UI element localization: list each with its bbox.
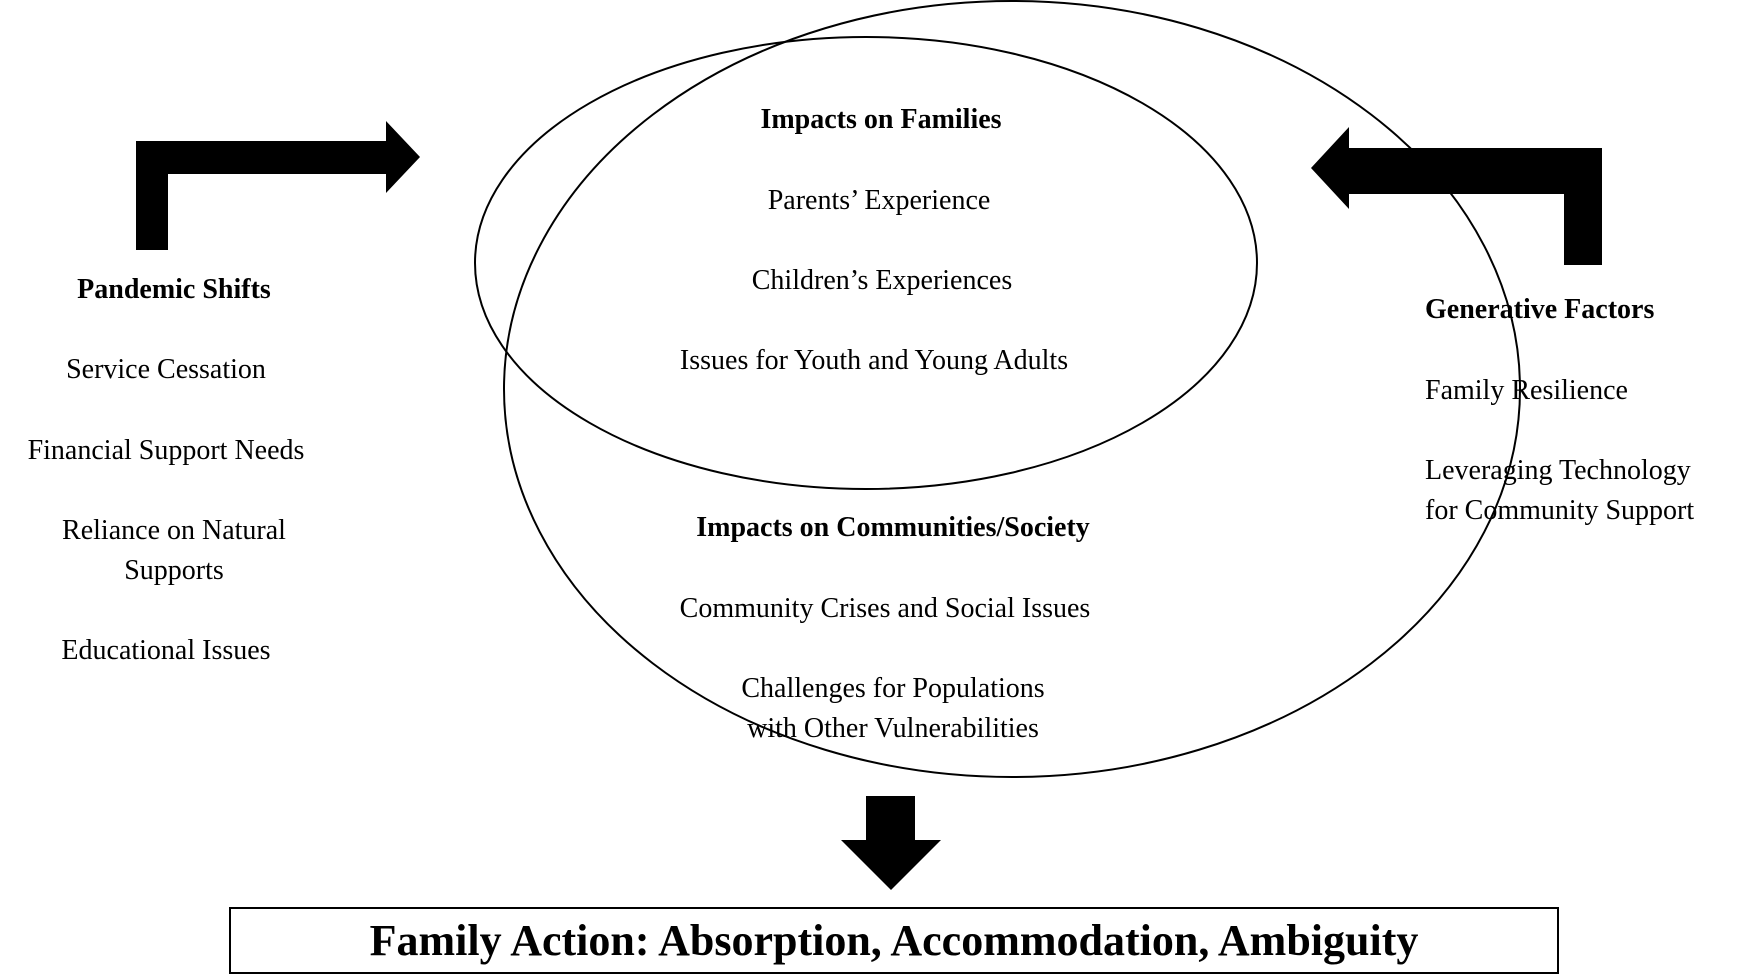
generative-factor-item: Family Resilience xyxy=(1425,375,1628,406)
family-impact-item: Issues for Youth and Young Adults xyxy=(679,345,1069,376)
pandemic-shifts-heading: Pandemic Shifts xyxy=(77,274,271,305)
community-impact-item: Community Crises and Social Issues xyxy=(679,593,1091,624)
impacts-on-families-heading: Impacts on Families xyxy=(760,104,1002,135)
family-action-label: Family Action: Absorption, Accommodation, Ambiguity xyxy=(369,916,1419,965)
pandemic-shift-item: Financial Support Needs xyxy=(27,435,305,466)
outer-ellipse xyxy=(504,1,1520,777)
bent-arrow-right-icon xyxy=(136,121,420,250)
generative-factors-heading: Generative Factors xyxy=(1425,294,1655,325)
bent-arrow-left-icon xyxy=(1311,127,1602,265)
pandemic-shift-item: Service Cessation xyxy=(66,354,266,385)
family-impact-item: Parents’ Experience xyxy=(767,185,991,216)
pandemic-shift-item: Reliance on Natural Supports xyxy=(62,515,286,586)
pandemic-shift-item: Educational Issues xyxy=(61,635,271,666)
impacts-on-communities-heading: Impacts on Communities/Society xyxy=(696,512,1090,543)
community-impact-item: Challenges for Populations with Other Vulnerabilities xyxy=(741,673,1045,744)
generative-factor-item: Leveraging Technology for Community Support xyxy=(1425,455,1695,526)
family-impact-item: Children’s Experiences xyxy=(751,265,1013,296)
family-action-box xyxy=(229,907,1559,974)
arrow-down-icon xyxy=(841,796,941,890)
